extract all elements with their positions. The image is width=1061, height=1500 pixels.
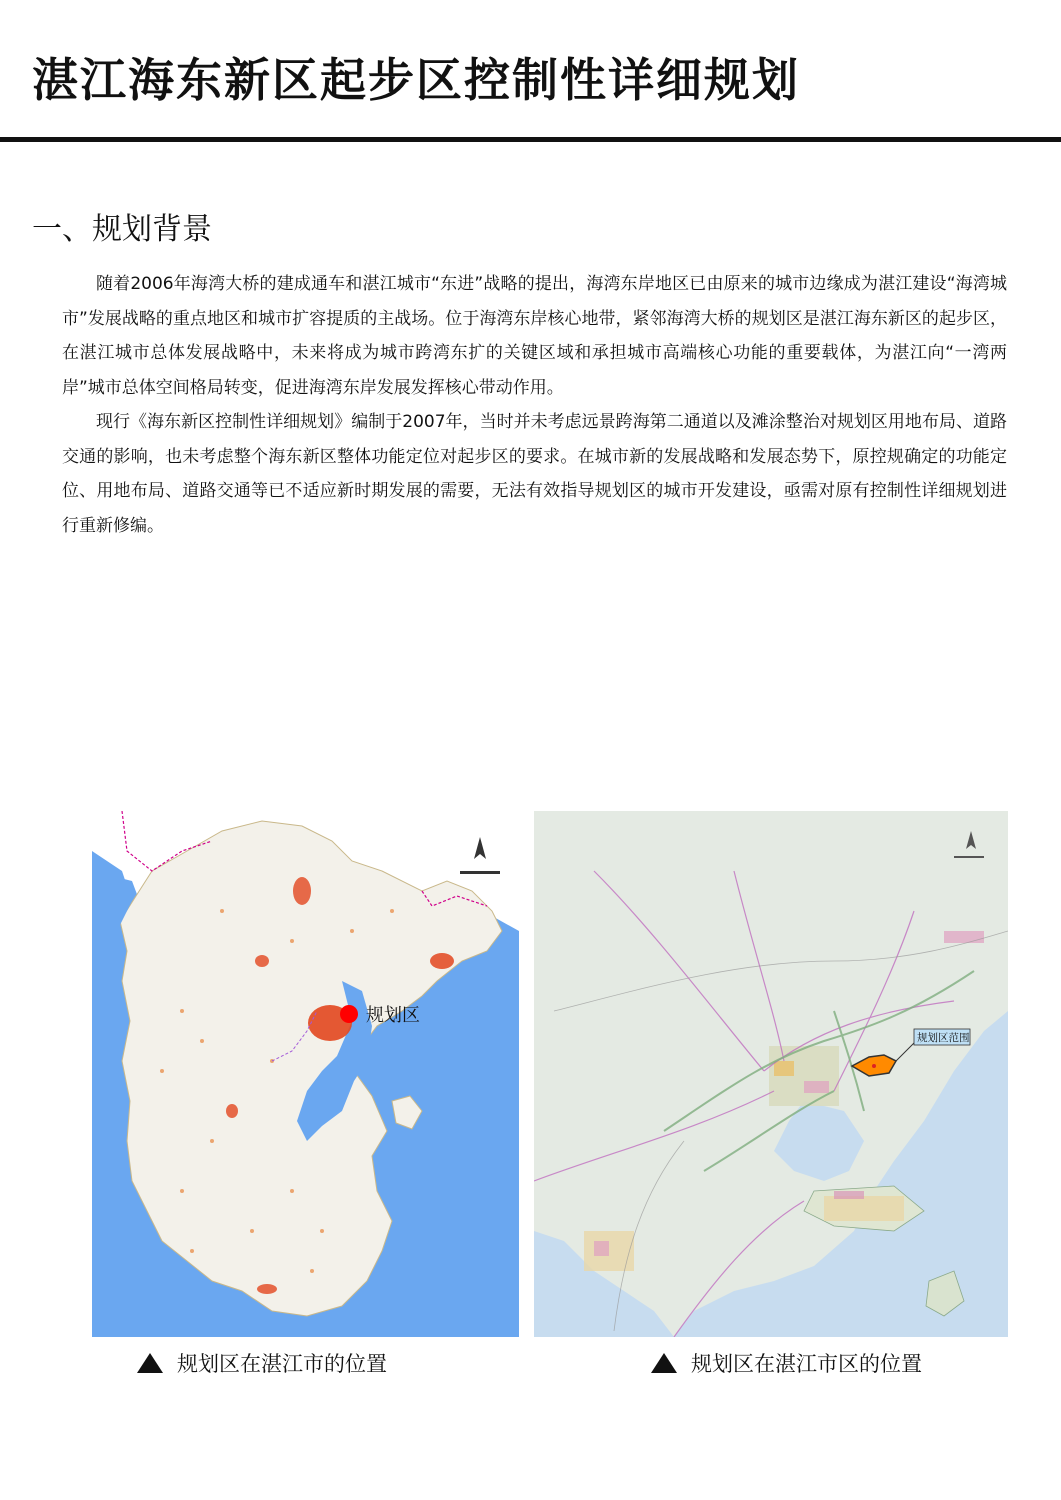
body-text (62, 267, 1007, 543)
zhanjiang-urban-location-map (534, 811, 1008, 1337)
caption-city-location (137, 1348, 387, 1378)
site-marker-label: 规划区 (366, 1005, 420, 1026)
title-divider (0, 137, 1061, 142)
paragraph-2: 现行《海东新区控制性详细规划》编制于2007年，当时并未考虑远景跨海第二通道以及滩涂整治对规划区用地布局、道路交通的影响，也未考虑整个海东新区整体功能定位对起步区的要求。在城市新的发展战略和发展态势下，原控规确定的功能定位、用地布局、道路交通等已不适应新时期发展的需要，无法有效指导规划区的城市开发建设，亟需对原有控制性详细规划进行重新修编。 (62, 412, 1007, 536)
page-title: 湛江海东新区起步区控制性详细规划 (32, 53, 800, 107)
section-heading: 一、规划背景 (32, 212, 212, 247)
triangle-icon (651, 1353, 677, 1373)
triangle-icon (137, 1353, 163, 1373)
paragraph-1: 随着2006年海湾大桥的建成通车和湛江城市“东进”战略的提出，海湾东岸地区已由原来的城市边缘成为湛江建设“海湾城市”发展战略的重点地区和城市扩容提质的主战场。位于海湾东岸核心地带，紧邻海湾大桥的规划区是湛江海东新区的起步区，在湛江城市总体发展战略中，未来将成为城市跨湾东扩的关键区域和承担城市高端核心功能的重要载体，为湛江向“一湾两岸”城市总体空间格局转变，促进海湾东岸发展发挥核心带动作用。 (62, 274, 1007, 398)
site-range-label: 规划区范围 (917, 1032, 970, 1044)
caption-text: 规划区在湛江市区的位置 (691, 1352, 922, 1376)
zhanjiang-city-location-map (92, 811, 519, 1337)
caption-urban-location (651, 1348, 922, 1378)
caption-text: 规划区在湛江市的位置 (177, 1352, 387, 1376)
